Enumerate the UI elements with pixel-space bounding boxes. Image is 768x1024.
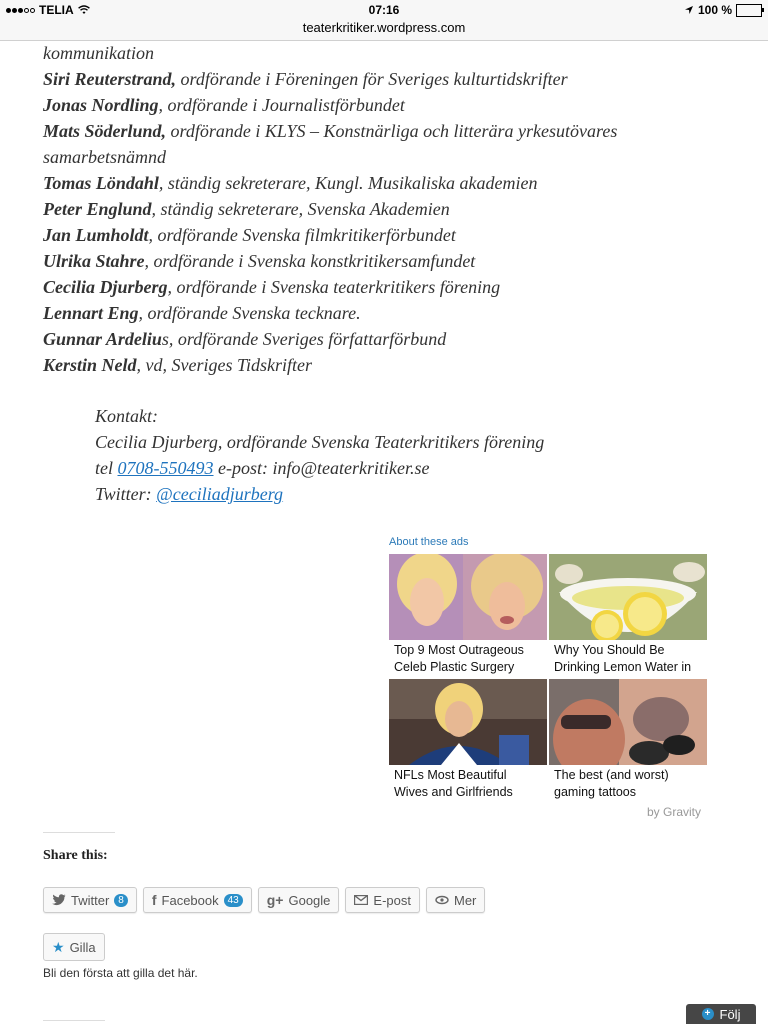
follow-label: Följ — [719, 1006, 741, 1022]
signatory-name: Kerstin Neld — [43, 355, 137, 375]
gravity-credit[interactable]: by Gravity — [646, 805, 701, 819]
signatory-role: , vd, Sveriges Tidskrifter — [136, 355, 312, 375]
ad-caption: NFLs Most Beautiful Wives and Girlfriends — [389, 765, 547, 802]
share-button-label: Facebook — [161, 892, 219, 908]
like-button[interactable] — [43, 933, 105, 961]
share-button-label: Twitter — [71, 892, 110, 908]
contact-twitter-line — [95, 481, 735, 507]
more-icon — [435, 895, 449, 905]
facebook-icon: f — [151, 892, 157, 908]
signatory-line — [43, 274, 743, 300]
ad-tile[interactable] — [389, 554, 547, 677]
url-text: teaterkritiker.wordpress.com — [302, 20, 466, 35]
share-button-label: Mer — [453, 892, 477, 908]
ad-caption: Why You Should Be Drinking Lemon Water in — [549, 640, 707, 677]
signatory-role: , ordförande i Journalistförbundet — [158, 95, 405, 115]
signatory-name: Peter Englund — [43, 199, 152, 219]
signatory-name: Tomas Löndahl — [43, 173, 159, 193]
ad-tile[interactable] — [389, 679, 547, 802]
battery-percent: 100 % — [697, 3, 732, 17]
bottom-divider — [43, 1020, 105, 1021]
twitter-icon — [52, 894, 66, 906]
signatory-role: , ordförande Svenska tecknare. — [138, 303, 361, 323]
share-email-button[interactable] — [345, 887, 420, 913]
signatory-role: , ordförande i Svenska konstkritikersamfundet — [144, 251, 476, 271]
follow-button[interactable] — [686, 1004, 756, 1024]
about-ads-link[interactable]: About these ads — [389, 536, 469, 548]
share-count-badge: 8 — [114, 894, 128, 907]
signatory-name: Siri Reuterstrand, — [43, 69, 177, 89]
signatory-line — [43, 248, 743, 274]
contact-phone-line — [95, 455, 735, 481]
signatory-line — [43, 300, 743, 326]
signatory-role: kommunikation — [43, 43, 154, 63]
ad-tile[interactable] — [549, 679, 707, 802]
tel-label: tel — [95, 458, 118, 478]
contact-block — [95, 403, 735, 507]
signatory-line — [43, 118, 743, 170]
signatory-line — [43, 40, 743, 66]
share-button-label: E-post — [373, 892, 411, 908]
share-facebook-button[interactable] — [143, 887, 252, 913]
like-button-label: Gilla — [69, 939, 96, 955]
signatory-role: s, ordförande Sveriges författarförbund — [161, 329, 447, 349]
signatories-list — [43, 40, 743, 378]
plus-icon: + — [702, 1008, 714, 1020]
status-bar — [0, 0, 768, 20]
signatory-role: , ständig sekreterare, Kungl. Musikaliska akademien — [158, 173, 538, 193]
signatory-line — [43, 222, 743, 248]
signatory-role: ordförande i Föreningen för Sveriges kulturtidskrifter — [176, 69, 568, 89]
ads-grid — [389, 554, 708, 802]
signatory-role: , ständig sekreterare, Svenska Akademien — [151, 199, 450, 219]
signatory-name: Mats Söderlund, — [43, 121, 167, 141]
signatory-line — [43, 326, 743, 352]
signatory-name: Lennart Eng — [43, 303, 139, 323]
status-right-group — [684, 3, 762, 17]
share-google-button[interactable] — [258, 887, 340, 913]
star-icon: ★ — [52, 938, 65, 955]
battery-icon — [736, 4, 762, 17]
share-more-button[interactable] — [426, 887, 485, 913]
signatory-name: Cecilia Djurberg — [43, 277, 168, 297]
share-title: Share this: — [43, 848, 108, 863]
location-arrow-icon — [684, 5, 694, 15]
twitter-link[interactable]: @ceciliadjurberg — [156, 484, 284, 504]
google-plus-icon: g+ — [266, 892, 284, 908]
contact-heading: Kontakt: — [95, 406, 158, 426]
ad-caption: The best (and worst) gaming tattoos — [549, 765, 707, 802]
contact-person: Cecilia Djurberg, ordförande Svenska Teaterkritikers förening — [95, 432, 545, 452]
ad-image — [549, 554, 707, 640]
signatory-line — [43, 196, 743, 222]
share-twitter-button[interactable] — [43, 887, 137, 913]
phone-link[interactable]: 0708-550493 — [117, 458, 214, 478]
ad-image — [389, 554, 547, 640]
signatory-role: ordförande i KLYS – Konstnärliga och litterära yrkesutövares samarbetsnämnd — [43, 121, 618, 167]
ad-image — [549, 679, 707, 765]
address-bar[interactable] — [0, 18, 768, 41]
like-prompt-text: Bli den första att gilla det här. — [43, 966, 198, 980]
signatory-line — [43, 92, 743, 118]
signatory-name: Jan Lumholdt — [43, 225, 149, 245]
signatory-role: , ordförande i Svenska teaterkritikers förening — [167, 277, 501, 297]
email-icon — [354, 895, 368, 905]
ad-caption: Top 9 Most Outrageous Celeb Plastic Surgery — [389, 640, 547, 677]
email-text: e-post: info@teaterkritiker.se — [213, 458, 430, 478]
ad-tile[interactable] — [549, 554, 707, 677]
signatory-role: , ordförande Svenska filmkritikerförbundet — [148, 225, 456, 245]
share-button-label: Google — [288, 892, 331, 908]
signatory-name: Ulrika Stahre — [43, 251, 145, 271]
signatory-line — [43, 352, 743, 378]
share-divider — [43, 832, 115, 833]
carrier-name: TELIA — [39, 3, 74, 17]
ad-image — [389, 679, 547, 765]
signatory-name: Jonas Nordling — [43, 95, 159, 115]
signatory-line — [43, 170, 743, 196]
twitter-label: Twitter: — [95, 484, 157, 504]
signatory-name: Gunnar Ardeliu — [43, 329, 162, 349]
share-buttons — [43, 887, 485, 913]
signatory-line — [43, 66, 743, 92]
share-count-badge: 43 — [224, 894, 243, 907]
clock: 07:16 — [368, 3, 400, 17]
